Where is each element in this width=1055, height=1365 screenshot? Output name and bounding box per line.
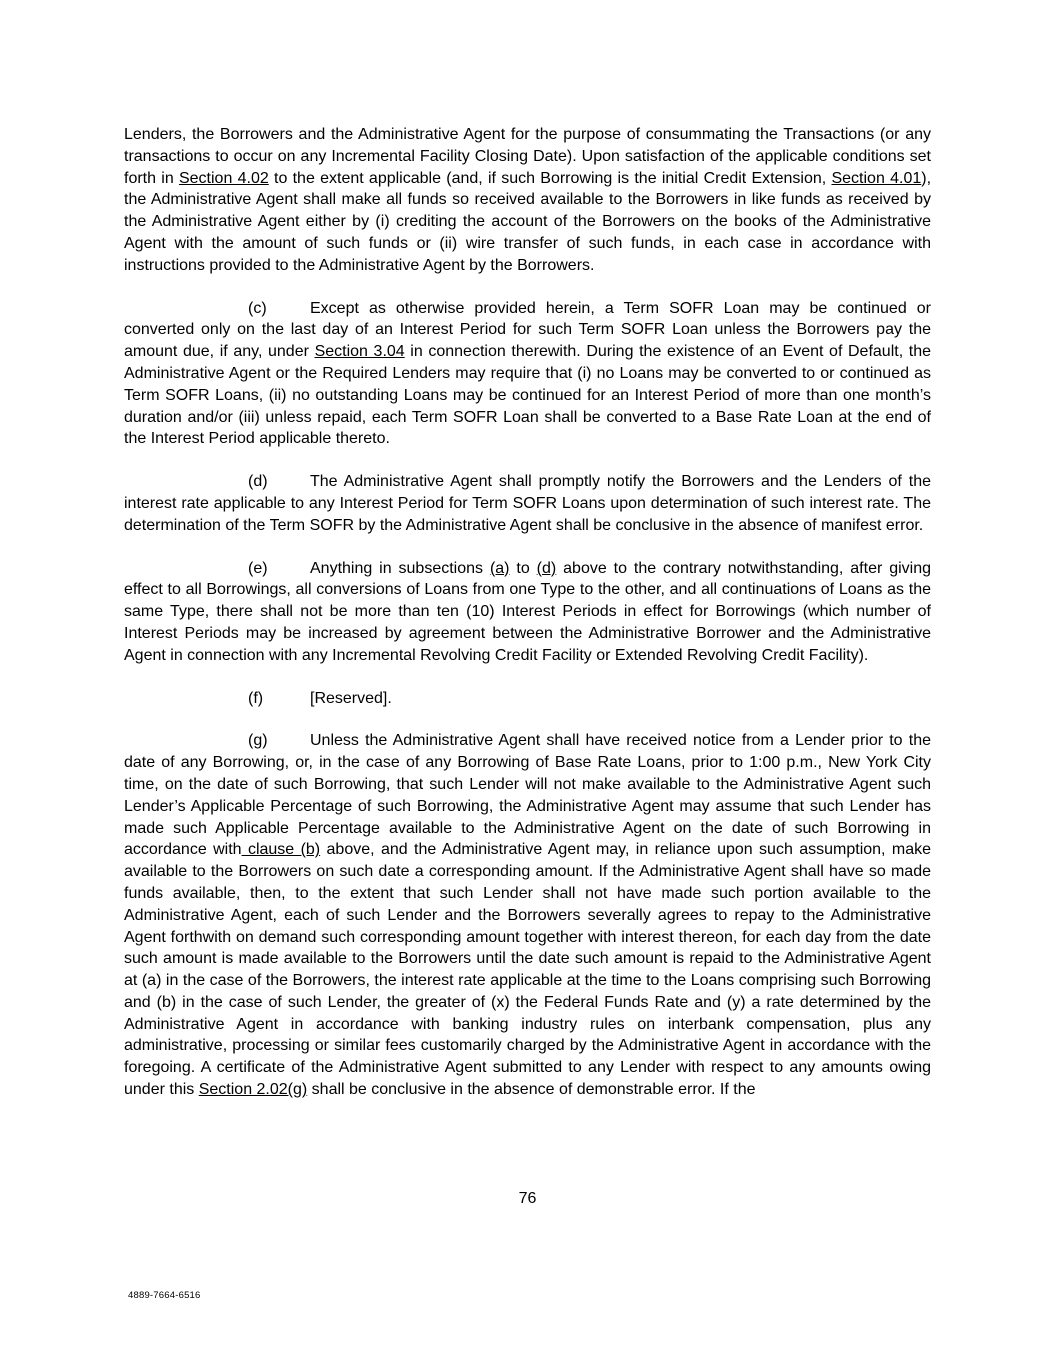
paragraph-b-continued <box>124 124 931 277</box>
document-id: 4889-7664-6516 <box>128 1290 201 1301</box>
subsection-label: (g) <box>248 732 268 750</box>
subsection-reference: (a) <box>489 559 510 577</box>
page-number: 76 <box>518 1190 537 1207</box>
section-reference: Section 4.01 <box>831 169 922 187</box>
paragraph-e <box>124 558 931 667</box>
paragraph-c <box>124 298 931 451</box>
text-run: ), the Administrative Agent shall make all funds so received available to the Borrowers in like funds as received by the Administrative Agent either by (i) crediting the account of the Borrowers on the books of the Administrative Agent with the amount of such funds or (ii) wire transfer of such funds, in each case in accordance with instructions provided to the Administrative Agent by the Borrowers. <box>124 169 932 274</box>
subsection-label: (e) <box>248 559 268 577</box>
text-run: in connection therewith. During the existence of an Event of Default, the Administrative Agent or the Required Lenders may require that (i) no Loans may be converted to or continued as Term SOFR Loans, (ii) no outstanding Loans may be continued for an Interest Period of more than one month’s duration and/or (iii) unless repaid, each Term SOFR Loan shall be converted to a Base Rate Loan at the end of the Interest Period applicable thereto. <box>124 343 932 448</box>
subsection-label: (c) <box>248 299 267 317</box>
paragraph-g <box>124 730 931 1101</box>
text-run: Lenders, the Borrowers and the Administrative Agent for the purpose of consummating the Transactions (or any transactions to occur on any Incremental Facility Closing Date). Upon satisfaction of the applicable conditions set forth in <box>124 126 931 187</box>
text-run: The Administrative Agent shall promptly notify the Borrowers and the Lenders of the interest rate applicable to any Interest Period for Term SOFR Loans upon determination of such interest rate. The determination of the Term SOFR by the Administrative Agent shall be conclusive in the absence of manifest error. <box>124 473 931 534</box>
text-run: to the extent applicable (and, if such Borrowing is the initial Credit Extension, <box>268 169 832 187</box>
text-run: shall be conclusive in the absence of demonstrable error. If the <box>307 1081 756 1099</box>
text-run: Anything in subsections <box>310 559 490 577</box>
paragraph-d <box>124 471 931 536</box>
subsection-label: (f) <box>248 689 264 707</box>
text-run: to <box>509 559 537 577</box>
text-run: [Reserved]. <box>310 689 392 707</box>
subsection-label: (d) <box>248 473 268 491</box>
section-reference: Section 4.02 <box>178 169 269 187</box>
paragraph-f <box>124 688 931 710</box>
section-reference: Section 2.02(g) <box>198 1081 308 1099</box>
text-run: above, and the Administrative Agent may, in reliance upon such assumption, make available to the Borrowers on such date a corresponding amount. If the Administrative Agent shall have so made funds available, then, to the extent that such Lender shall not have made such portion available to the Administrative Agent, each of such Lender and the Borrowers severally agrees to repay to the Administrative Agent forthwith on demand such corresponding amount together with interest thereon, for each day from the date such amount is made available to the Borrowers until the date such amount is repaid to the Administrative Agent at (a) in the case of the Borrowers, the interest rate applicable at the time to the Loans comprising such Borrowing and (b) in the case of such Lender, the greater of (x) the Federal Funds Rate and (y) a rate determined by the Administrative Agent in accordance with banking industry rules on interbank compensation, plus any administrative, processing or similar fees customarily charged by the Administrative Agent in accordance with the foregoing. A certificate of the Administrative Agent submitted to any Lender with respect to any amounts owing under this <box>124 841 931 1099</box>
document-body <box>124 124 931 1101</box>
subsection-reference: (d) <box>536 559 557 577</box>
text-run: Unless the Administrative Agent shall have received notice from a Lender prior to the date of any Borrowing, or, in the case of any Borrowing of Base Rate Loans, prior to 1:00 p.m., New York City time, on the date of such Borrowing, that such Lender will not make available to the Administrative Agent such Lender’s Applicable Percentage of such Borrowing, the Administrative Agent may assume that such Lender has made such Applicable Percentage available to the Administrative Agent on the date of such Borrowing in accordance with <box>124 732 931 859</box>
section-reference: Section 3.04 <box>314 343 405 361</box>
clause-reference: clause (b) <box>241 841 321 859</box>
text-run: Except as otherwise provided herein, a Term SOFR Loan may be continued or converted only on the last day of an Interest Period for such Term SOFR Loan unless the Borrowers pay the amount due, if any, under <box>124 299 931 361</box>
text-run: above to the contrary notwithstanding, after giving effect to all Borrowings, all conversions of Loans from one Type to the other, and all continuations of Loans as the same Type, there shall not be more than ten (10) Interest Periods in effect for Borrowings (which number of Interest Periods may be increased by agreement between the Administrative Borrower and the Administrative Agent in connection with any Incremental Revolving Credit Facility or Extended Revolving Credit Facility). <box>124 559 932 664</box>
